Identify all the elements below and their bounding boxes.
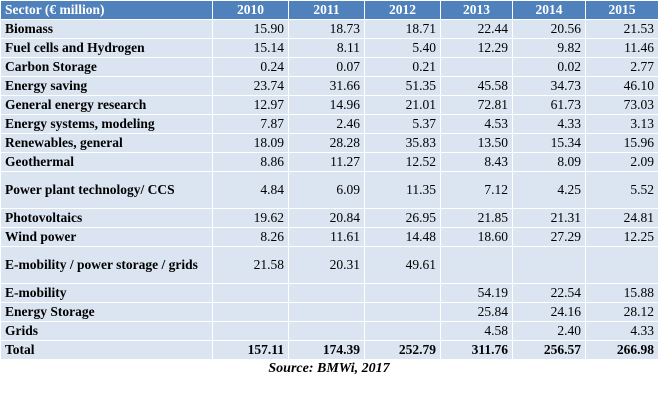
cell-value: 26.95 bbox=[365, 209, 441, 228]
cell-value: 12.52 bbox=[365, 153, 441, 172]
cell-value: 18.73 bbox=[289, 20, 365, 39]
table-row bbox=[1, 247, 658, 284]
cell-value bbox=[365, 303, 441, 322]
cell-value: 15.34 bbox=[513, 134, 586, 153]
cell-value: 4.58 bbox=[441, 322, 513, 341]
cell-value: 13.50 bbox=[441, 134, 513, 153]
row-label: Carbon Storage bbox=[1, 58, 213, 77]
cell-value: 9.82 bbox=[513, 39, 586, 58]
cell-value: 18.71 bbox=[365, 20, 441, 39]
cell-value: 2.40 bbox=[513, 322, 586, 341]
header-year-2013: 2013 bbox=[441, 1, 513, 20]
table-row bbox=[1, 153, 658, 172]
cell-value: 11.35 bbox=[365, 172, 441, 209]
cell-value bbox=[289, 303, 365, 322]
header-year-2010: 2010 bbox=[213, 1, 289, 20]
cell-value: 5.37 bbox=[365, 115, 441, 134]
header-sector: Sector (€ million) bbox=[1, 1, 213, 20]
cell-value: 2.46 bbox=[289, 115, 365, 134]
cell-value: 11.27 bbox=[289, 153, 365, 172]
cell-value: 18.60 bbox=[441, 228, 513, 247]
cell-value: 8.11 bbox=[289, 39, 365, 58]
cell-value: 5.52 bbox=[586, 172, 658, 209]
cell-value: 20.56 bbox=[513, 20, 586, 39]
cell-value: 4.53 bbox=[441, 115, 513, 134]
cell-value: 25.84 bbox=[441, 303, 513, 322]
row-label: Total bbox=[1, 341, 213, 360]
cell-value: 15.96 bbox=[586, 134, 658, 153]
cell-value: 14.96 bbox=[289, 96, 365, 115]
cell-value: 2.77 bbox=[586, 58, 658, 77]
source-caption: Source: BMWi, 2017 bbox=[268, 361, 390, 376]
row-label: Wind power bbox=[1, 228, 213, 247]
table-row bbox=[1, 96, 658, 115]
cell-value bbox=[213, 322, 289, 341]
table-header-row bbox=[1, 1, 658, 20]
cell-value: 51.35 bbox=[365, 77, 441, 96]
cell-value: 4.25 bbox=[513, 172, 586, 209]
row-label: General energy research bbox=[1, 96, 213, 115]
cell-value: 54.19 bbox=[441, 284, 513, 303]
cell-value bbox=[213, 284, 289, 303]
table-row bbox=[1, 284, 658, 303]
table-row bbox=[1, 172, 658, 209]
cell-value: 49.61 bbox=[365, 247, 441, 284]
cell-value: 0.07 bbox=[289, 58, 365, 77]
table-row-total bbox=[1, 341, 658, 360]
cell-value bbox=[441, 58, 513, 77]
table-row bbox=[1, 20, 658, 39]
row-label: E-mobility / power storage / grids bbox=[1, 247, 213, 284]
row-label: E-mobility bbox=[1, 284, 213, 303]
cell-value: 256.57 bbox=[513, 341, 586, 360]
cell-value: 157.11 bbox=[213, 341, 289, 360]
cell-value: 21.85 bbox=[441, 209, 513, 228]
table-row bbox=[1, 322, 658, 341]
cell-value: 19.62 bbox=[213, 209, 289, 228]
header-year-2011: 2011 bbox=[289, 1, 365, 20]
cell-value: 21.58 bbox=[213, 247, 289, 284]
cell-value: 12.25 bbox=[586, 228, 658, 247]
cell-value: 20.84 bbox=[289, 209, 365, 228]
row-label: Power plant technology/ CCS bbox=[1, 172, 213, 209]
row-label: Biomass bbox=[1, 20, 213, 39]
cell-value: 5.40 bbox=[365, 39, 441, 58]
cell-value: 12.97 bbox=[213, 96, 289, 115]
cell-value: 4.84 bbox=[213, 172, 289, 209]
cell-value: 45.58 bbox=[441, 77, 513, 96]
row-label: Geothermal bbox=[1, 153, 213, 172]
cell-value: 21.01 bbox=[365, 96, 441, 115]
cell-value bbox=[513, 247, 586, 284]
table-row bbox=[1, 209, 658, 228]
row-label: Energy systems, modeling bbox=[1, 115, 213, 134]
cell-value: 0.02 bbox=[513, 58, 586, 77]
cell-value bbox=[365, 284, 441, 303]
cell-value: 8.09 bbox=[513, 153, 586, 172]
header-year-2012: 2012 bbox=[365, 1, 441, 20]
row-label: Energy saving bbox=[1, 77, 213, 96]
row-label: Energy Storage bbox=[1, 303, 213, 322]
cell-value: 34.73 bbox=[513, 77, 586, 96]
cell-value: 252.79 bbox=[365, 341, 441, 360]
cell-value: 28.12 bbox=[586, 303, 658, 322]
cell-value: 4.33 bbox=[586, 322, 658, 341]
cell-value bbox=[365, 322, 441, 341]
cell-value: 15.88 bbox=[586, 284, 658, 303]
cell-value: 21.31 bbox=[513, 209, 586, 228]
cell-value: 35.83 bbox=[365, 134, 441, 153]
table-row bbox=[1, 134, 658, 153]
cell-value: 15.90 bbox=[213, 20, 289, 39]
cell-value: 12.29 bbox=[441, 39, 513, 58]
cell-value bbox=[289, 322, 365, 341]
cell-value bbox=[289, 284, 365, 303]
table-row bbox=[1, 58, 658, 77]
header-year-2014: 2014 bbox=[513, 1, 586, 20]
cell-value: 14.48 bbox=[365, 228, 441, 247]
cell-value bbox=[441, 247, 513, 284]
cell-value: 8.43 bbox=[441, 153, 513, 172]
table-body bbox=[1, 20, 658, 360]
cell-value: 6.09 bbox=[289, 172, 365, 209]
cell-value: 7.87 bbox=[213, 115, 289, 134]
cell-value bbox=[213, 303, 289, 322]
table-row bbox=[1, 228, 658, 247]
cell-value: 8.26 bbox=[213, 228, 289, 247]
cell-value: 4.33 bbox=[513, 115, 586, 134]
cell-value: 22.44 bbox=[441, 20, 513, 39]
cell-value: 61.73 bbox=[513, 96, 586, 115]
row-label: Grids bbox=[1, 322, 213, 341]
cell-value: 23.74 bbox=[213, 77, 289, 96]
cell-value: 3.13 bbox=[586, 115, 658, 134]
cell-value: 8.86 bbox=[213, 153, 289, 172]
table-row bbox=[1, 115, 658, 134]
cell-value: 28.28 bbox=[289, 134, 365, 153]
table-row bbox=[1, 303, 658, 322]
cell-value: 21.53 bbox=[586, 20, 658, 39]
row-label: Fuel cells and Hydrogen bbox=[1, 39, 213, 58]
cell-value: 31.66 bbox=[289, 77, 365, 96]
row-label: Photovoltaics bbox=[1, 209, 213, 228]
cell-value bbox=[586, 247, 658, 284]
cell-value: 7.12 bbox=[441, 172, 513, 209]
cell-value: 22.54 bbox=[513, 284, 586, 303]
cell-value: 2.09 bbox=[586, 153, 658, 172]
cell-value: 46.10 bbox=[586, 77, 658, 96]
header-year-2015: 2015 bbox=[586, 1, 658, 20]
cell-value: 11.61 bbox=[289, 228, 365, 247]
cell-value: 73.03 bbox=[586, 96, 658, 115]
cell-value: 311.76 bbox=[441, 341, 513, 360]
cell-value: 266.98 bbox=[586, 341, 658, 360]
cell-value: 20.31 bbox=[289, 247, 365, 284]
cell-value: 0.21 bbox=[365, 58, 441, 77]
table-row bbox=[1, 39, 658, 58]
cell-value: 174.39 bbox=[289, 341, 365, 360]
cell-value: 27.29 bbox=[513, 228, 586, 247]
cell-value: 24.81 bbox=[586, 209, 658, 228]
cell-value: 18.09 bbox=[213, 134, 289, 153]
cell-value: 72.81 bbox=[441, 96, 513, 115]
cell-value: 11.46 bbox=[586, 39, 658, 58]
table-row bbox=[1, 77, 658, 96]
cell-value: 0.24 bbox=[213, 58, 289, 77]
cell-value: 24.16 bbox=[513, 303, 586, 322]
cell-value: 15.14 bbox=[213, 39, 289, 58]
row-label: Renewables, general bbox=[1, 134, 213, 153]
